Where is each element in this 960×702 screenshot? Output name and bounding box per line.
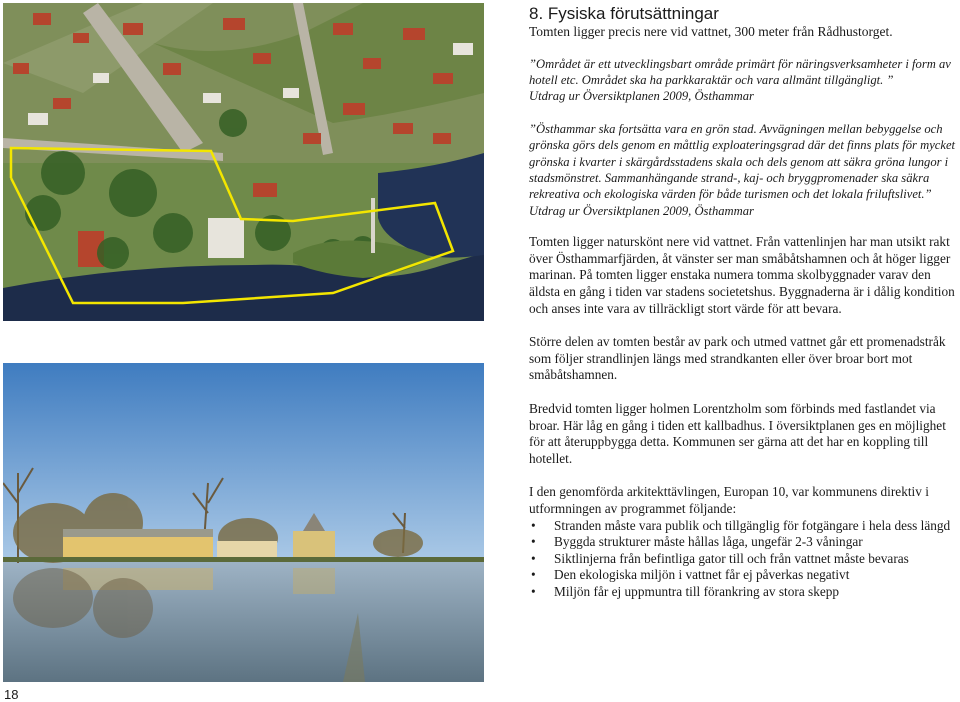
quote-1: ”Området är ett utvecklingsbart område primärt för näringsverksamheter i form av hotell etc. Området ska ha parkkaraktär och vara allmänt tillgängligt. ” bbox=[529, 56, 951, 87]
lakeside-photo bbox=[3, 363, 484, 682]
quote-2-source: Utdrag ur Översiktplanen 2009, Östhammar bbox=[529, 203, 754, 218]
quote-2: ”Östhammar ska fortsätta vara en grön stad. Avvägningen mellan bebyggelse och grönska görs dels genom en måttlig exploateringsgrad där det finns plats för mycket grönska i kvarter i skärgårdsstadens skala och dels genom att säkra gröna lungor i stadsmönstret. Sammanhängande strand-, kaj- och bryggpromenader ska säkra rekreativa och ekologiska värden för både turismen och det lokala friluftslivet.” bbox=[529, 121, 956, 202]
quote-1-source: Utdrag ur Översiktplanen 2009, Östhammar bbox=[529, 89, 754, 104]
list-item: • Byggda strukturer måste hållas låga, ungefär 2-3 våningar bbox=[529, 534, 959, 551]
text-column bbox=[529, 4, 959, 601]
list-item: • Siktlinjerna från befintliga gator till och från vattnet måste bevaras bbox=[529, 551, 959, 568]
paragraph-islet: Bredvid tomten ligger holmen Lorentzholm som förbinds med fastlandet via broar. Här låg en gång i tiden ett kallbadhus. I översiktplanen ges en möjlighet för att återuppbygga detta. Kommunen ser gärna att det har en koppling till hotellet. bbox=[529, 401, 946, 466]
aerial-photo bbox=[3, 3, 484, 321]
list-item: • Den ekologiska miljön i vattnet får ej påverkas negativt bbox=[529, 567, 959, 584]
paragraph-competition: I den genomförda arkitekttävlingen, Europan 10, var kommunens direktiv i utformningen av programmet följande: bbox=[529, 484, 929, 516]
section-heading: 8. Fysiska förutsättningar bbox=[529, 4, 719, 23]
directive-list bbox=[529, 518, 959, 601]
page-number: 18 bbox=[4, 687, 19, 702]
paragraph-site: Tomten ligger naturskönt nere vid vattnet. Från vattenlinjen har man utsikt rakt över Östhammarfjärden, åt vänster ser man småbåtshamnen och åt höger ligger marinan. På tomten ligger enstaka numera tomma skolbyggnader varav den äldsta en gång i tiden var stadens societetshus. Byggnaderna är i dålig kondition och anses inte vara av tillräckligt stort värde för att bevara. bbox=[529, 234, 955, 316]
intro-text: Tomten ligger precis nere vid vattnet, 300 meter från Rådhustorget. bbox=[529, 24, 893, 39]
list-item: • Stranden måste vara publik och tillgänglig för fotgängare i hela dess längd bbox=[529, 518, 959, 535]
list-item: • Miljön får ej uppmuntra till förankring av stora skepp bbox=[529, 584, 959, 601]
paragraph-park: Större delen av tomten består av park och utmed vattnet går ett promenadstråk som följer strandlinjen längs med strandkanten eller över broar bort mot småbåtshamnen. bbox=[529, 334, 946, 383]
